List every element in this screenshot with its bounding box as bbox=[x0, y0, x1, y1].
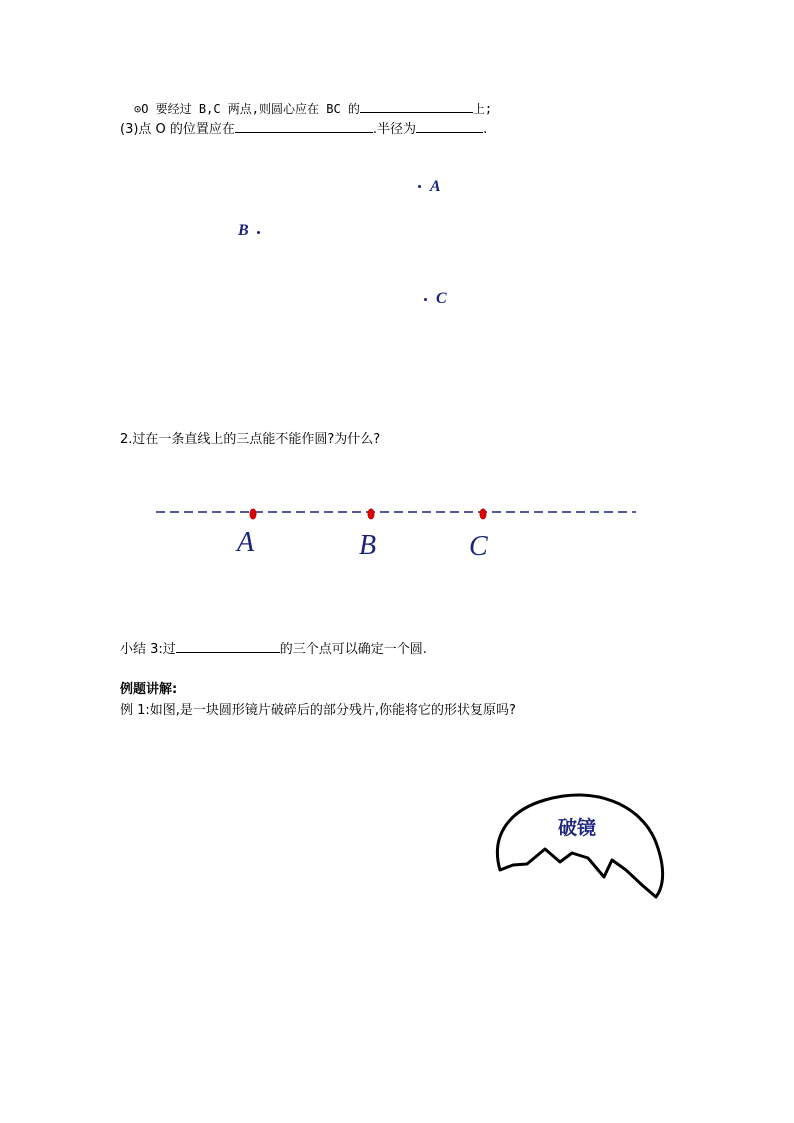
question-2: 2.过在一条直线上的三点能不能作圆?为什么? bbox=[120, 432, 381, 447]
point-c-label: C bbox=[436, 290, 447, 307]
summary-3-suffix: 的三个点可以确定一个圆. bbox=[279, 642, 427, 657]
point-a-label: A bbox=[430, 178, 441, 195]
question-3-suffix: . bbox=[483, 122, 488, 137]
point-b-label: B bbox=[238, 222, 249, 239]
condition-line-bc-text: ⊙O 要经过 B,C 两点,则圆心应在 BC 的 bbox=[134, 102, 360, 116]
condition-line-bc-suffix: 上; bbox=[472, 102, 493, 116]
collinear-label-c: C bbox=[469, 531, 488, 562]
question-3-text: (3)点 O 的位置应在 bbox=[120, 122, 235, 137]
broken-mirror-shard bbox=[497, 795, 662, 897]
collinear-label-a: A bbox=[237, 527, 255, 558]
example-heading: 例题讲解: bbox=[120, 682, 178, 697]
summary-3-text: 小结 3:过 bbox=[120, 642, 176, 657]
broken-mirror-label: 破镜 bbox=[558, 817, 597, 839]
collinear-label-b: B bbox=[359, 530, 377, 561]
example-1-text: 例 1:如图,是一块圆形镜片破碎后的部分残片,你能将它的形状复原吗? bbox=[120, 703, 516, 718]
question-3-radius-text: .半径为 bbox=[372, 122, 417, 137]
